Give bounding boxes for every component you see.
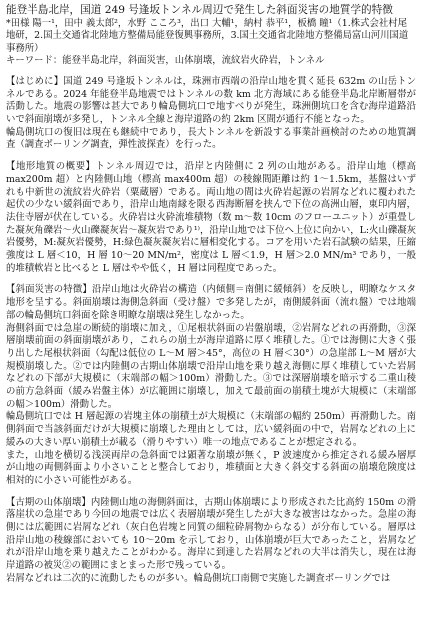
paragraph: 【地形地質の概要】トンネル周辺では，沿岸と内陸側に 2 列の山地がある。沿岸山地（標高 max200m 超）と内陸側山地（標高 max400m 超）の稜線間距離は約 1〜1.5km，基盤はいずれも中新世の流紋岩火砕岩（粟蔵層）である。両山地の間は火砕岩起源の岩屑などれに覆われた起伏の少ない緩斜面であり，沿岸山地南縁を限る西海断層を挟んで下位の高洲山層，東印内層，法住寺層が伏在している。火砕岩は火砕流堆積物（数 m〜数 10cm のフローユニット）が重畳した凝灰角礫岩〜火山礫凝灰岩〜凝灰岩であり¹⁾，沿岸山地では下位へ上位に向かい，L:火山礫凝灰岩優勢，M:凝灰岩優勢，H:緑色凝灰凝灰岩に層相変化する。コアを用いた岩石試験の結果，圧縮強度は L 層＜10，H 層 10〜20 MN/m²，密度は L 層＜1.9，H 層＞2.0 MN/m³ であり，一般的堆積軟岩と比べると L 層はやや低く，H 層は同程度であった。	[6, 161, 416, 274]
paragraph: 【斜面災害の特徴】沿岸山地は火砕岩の構造（内傾側＝南側に緩傾斜）を反映し，明瞭なケスタ地形を呈する。斜面崩壊は海側急斜面（受け盤）で多発したが，南側緩斜面（流れ盤）では地端部の輪島側坑口斜面を除き明瞭な崩壊は発生しなかった。	[6, 284, 416, 321]
paragraph: 輪島側坑口では H 層起源の岩塊主体の崩積土が大規模に（末端部の幅約 250m）再滑動した。南側斜面で当該斜面だけが大規模に崩壊した理由としては，広い緩斜面の中で，岩屑などれの上に緩みの大きい厚い崩積土が載る（滑りやすい）唯一の地点であることが想定される。	[6, 411, 416, 448]
author-list: *田様 陽一¹，田中 義太郎²，水野 こころ³，出口 大輔¹，納村 恭平¹，板橋 瞳¹（1.株式会社村尾地研，2.国土交通省北陸地方整備局能登復興事務所，3.国土交通省北陸地方整備局富山河川国道事務所）	[6, 17, 409, 54]
paragraph: 輪島側坑口の復旧は現在も継続中であり，長大トンネルを新設する事業計画検討のための地質調査（調査ボーリング調査，弾性波探査）を行った。	[6, 126, 416, 151]
section-ancient-collapse	[6, 497, 416, 586]
paragraph: 【古期の山体崩壊】内陸側山地の海側斜面は，古期山体崩壊により形成された比高約 150m の滑落崖状の急崖であり今回の地震では広く表層崩壊が発生したが大きな被害はなかった。急崖の海側には広範囲に岩屑などれ（灰白色岩塊と同質の細粒砕屑物からなる）が分布している。層厚は沿岸山地の稜線部においても 10〜20m を示しており，山体崩壊が巨大であったこと，岩屑などれが沿岸山地を乗り越えたことがわかる。海岸に到達した岩屑などれの大半は消失し，現在は海岸道路の被災②の範囲にまとまった形で残っている。	[6, 496, 416, 572]
section-slope-disaster	[6, 284, 416, 487]
section-heading: 【古期の山体崩壊】	[6, 496, 91, 508]
paragraph: 海側斜面では急崖の断続的崩壊に加え，①尾根状斜面の岩盤崩壊，②岩屑などれの再滑動，③深層崩壊前面の斜面崩壊があり，これらの崩土が海岸道路に厚く堆積した。①では海側に大きく張り出した尾根状斜面（勾配は低位の L〜M 層＞45°，高位の H 層＜30°）の急崖部 L〜M 層が大規模崩壊した。②では内陸側の古期山体崩壊で沿岸山地を乗り越え海側に厚く堆積していた岩屑などれの下部が大規模に（末端部の幅＞100m）滑動した。③では深層崩壊を暗示する二重山稜の前方急斜面（緩み岩盤主体）が広範囲に崩壊し，加えて最前面の崩積土塊が大規模に（末端部の幅＞100m）滑動した。	[6, 322, 416, 410]
paragraph: 【はじめに】国道 249 号逢坂トンネルは，珠洲市西端の沿岸山地を貫く延長 632m の山岳トンネルである。2024 年能登半島地震ではトンネルの数 km 北方海域にある能登半島北岸断層帯が活動した。地震の影響は甚大であり輪島側坑口で地すべりが発生，珠洲側坑口を含む海岸道路沿いで斜面崩壊が多発し，トンネル全線と海岸道路の約 2km 区間が通行不能となった。	[6, 75, 416, 125]
section-introduction	[6, 76, 416, 152]
section-heading: 【地形地質の概要】	[6, 161, 96, 173]
section-heading: 【はじめに】	[6, 75, 64, 87]
section-topography-geology	[6, 161, 416, 275]
keywords: キーワード：能登半島北岸，斜面災害，山体崩壊，流紋岩火砕岩，トンネル	[6, 55, 325, 67]
paper-title: 能登半島北岸，国道 249 号逢坂トンネル周辺で発生した斜面災害の地質学的特徴	[6, 4, 393, 16]
paragraph: 岩屑などれは二次的に流動したものが多い。輪島側坑口南側で実施した調査ボーリングでは	[6, 572, 391, 584]
paragraph: また，山地を横切る浅渓両岸の急斜面では顕著な崩壊が無く，P 波速度から推定される緩み層厚が山地の両側斜面より小さいことと整合しており，堆積面と大きく斜交する斜面の崩壊危険度は相対的に小さい可能性がある。	[6, 449, 416, 486]
section-heading: 【斜面災害の特徴】	[6, 284, 92, 296]
